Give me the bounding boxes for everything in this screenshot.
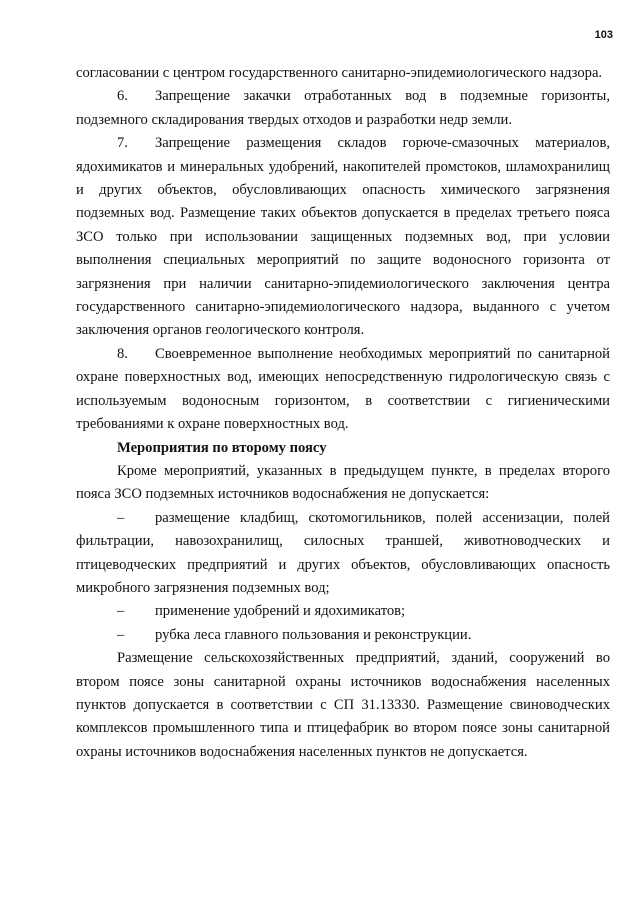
- item-number: 7.: [117, 135, 128, 152]
- paragraph-intro: Кроме мероприятий, указанных в предыдущем пункте, в пределах второго пояса ЗСО подземных источников водоснабжения не допускается:: [76, 462, 610, 503]
- paragraph-item-7: [76, 132, 610, 343]
- item-text: Запрещение размещения складов горюче-смазочных материалов, ядохимикатов и минеральных удобрений, накопителей промстоков, шламохранилищ и других объектов, обусловливающих опасность химического загрязнения подземных вод. Размещение таких объектов допускается в пределах третьего пояса ЗСО только при использовании защищенных подземных вод, при условии выполнения специальных мероприятий по защите водоносного горизонта от загрязнения при наличии санитарно-эпидемиологического заключения центра государственного санитарно-эпидемиологического надзора, выданного с учетом заключения органов геологического контроля.: [76, 135, 610, 339]
- paragraph-item-8: [76, 343, 610, 437]
- paragraph-final: Размещение сельскохозяйственных предприятий, зданий, сооружений во втором поясе зоны санитарной охраны источников водоснабжения населенных пунктов допускается в соответствии с СП 31.13330. Размещение свиноводческих комплексов промышленного типа и птицефабрик во втором поясе зоны санитарной охраны источников водоснабжения населенных пунктов не допускается.: [76, 650, 610, 760]
- paragraph-continuation: согласовании с центром государственного санитарно-эпидемиологического надзора.: [76, 65, 603, 81]
- paragraph-item-6: [76, 85, 610, 132]
- list-item-dash-1: [76, 507, 610, 601]
- dash-marker: –: [117, 603, 125, 620]
- list-item-text: применение удобрений и ядохимикатов;: [155, 603, 406, 620]
- page-number: 103: [594, 29, 613, 41]
- list-item-text: размещение кладбищ, скотомогильников, полей ассенизации, полей фильтрации, навозохранилищ, силосных траншей, животноводческих и птицеводческих предприятий и других объектов, обусловливающих опасность микробного загрязнения подземных вод;: [76, 509, 610, 596]
- document-body: [76, 62, 610, 764]
- dash-marker: –: [117, 626, 125, 643]
- list-item-text: рубка леса главного пользования и реконструкции.: [155, 626, 472, 643]
- dash-marker: –: [117, 509, 125, 526]
- item-number: 8.: [117, 345, 128, 362]
- item-number: 6.: [117, 88, 128, 105]
- list-item-dash-2: [76, 600, 610, 623]
- item-text: Своевременное выполнение необходимых мероприятий по санитарной охране поверхностных вод, имеющих непосредственную гидрологическую связь с используемым водоносным горизонтом, в соответствии с гигиеническими требованиями к охране поверхностных вод.: [76, 345, 610, 433]
- list-item-dash-3: [76, 624, 610, 647]
- section-heading: Мероприятия по второму поясу: [117, 439, 327, 456]
- item-text: Запрещение закачки отработанных вод в подземные горизонты, подземного складирования твердых отходов и разработки недр земли.: [76, 88, 610, 128]
